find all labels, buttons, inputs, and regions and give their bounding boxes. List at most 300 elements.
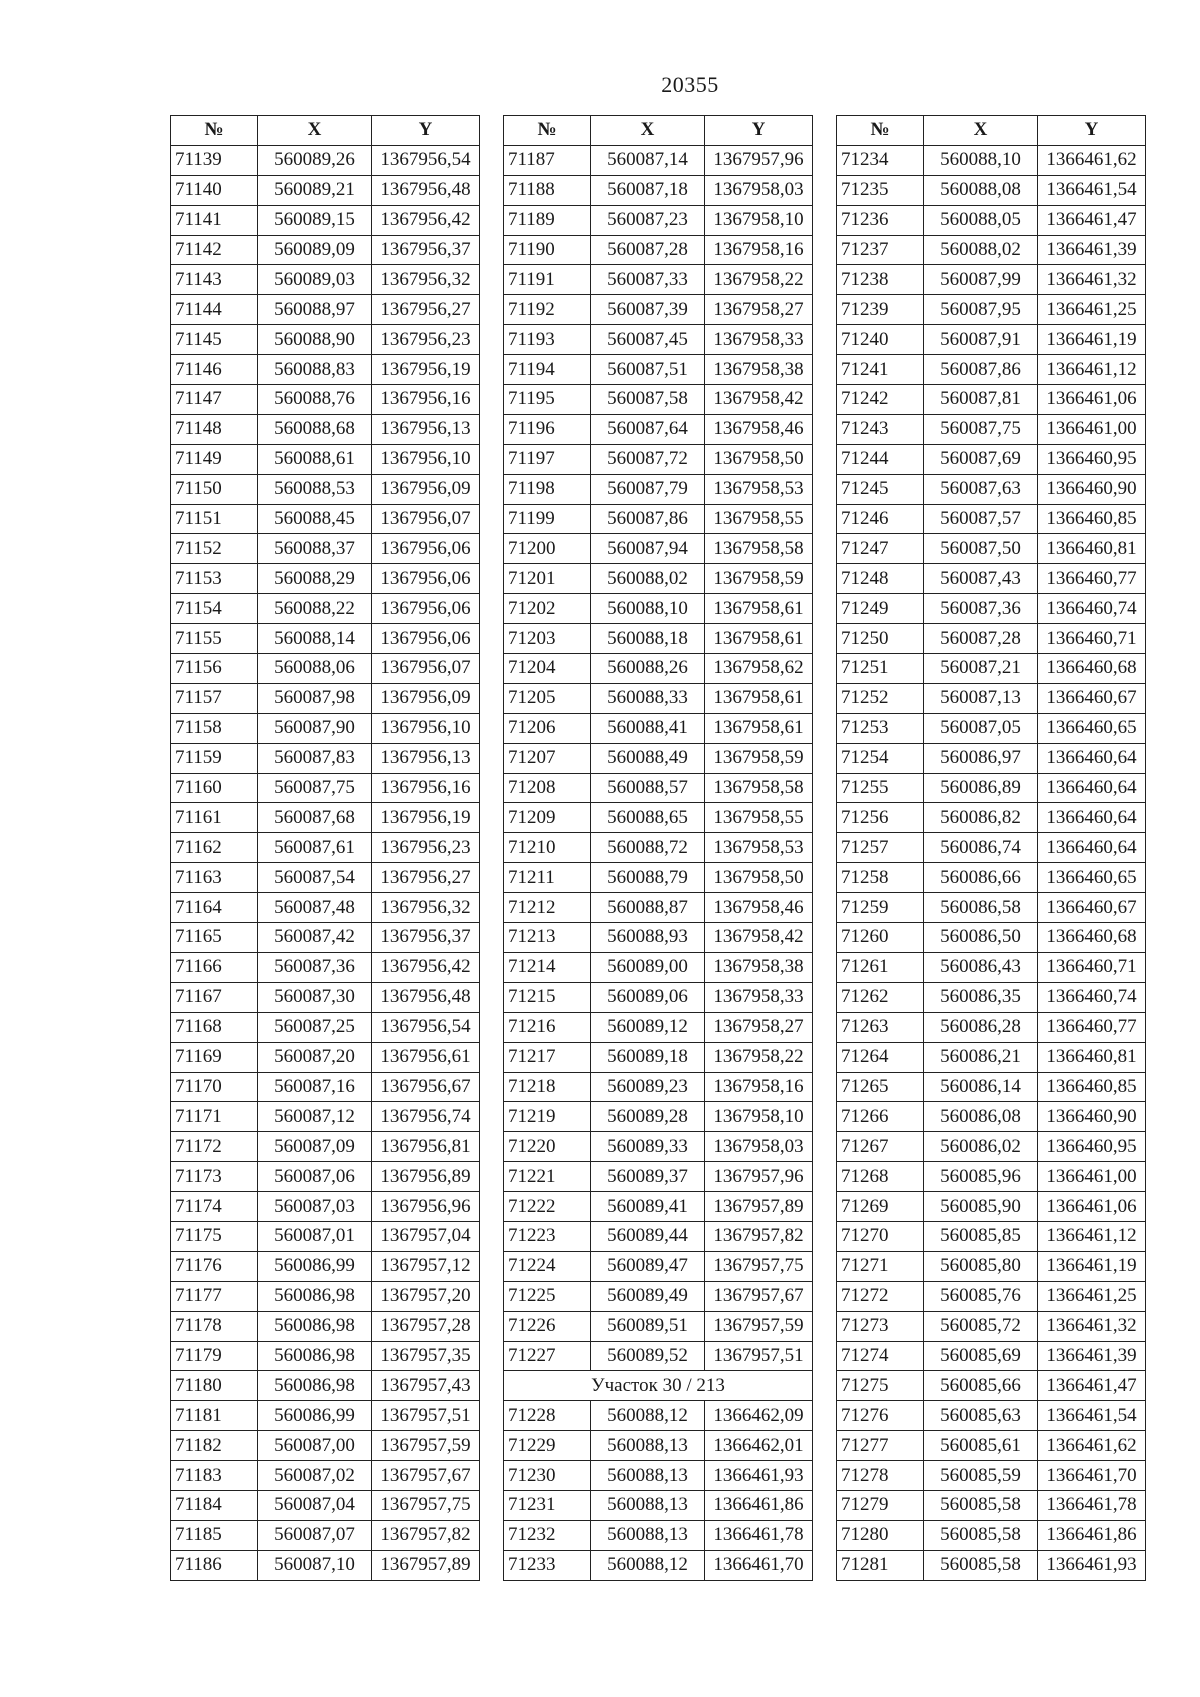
point-number-cell: 71142 [171,235,258,265]
point-number-cell: 71274 [837,1341,924,1371]
y-coordinate-cell: 1367958,38 [705,355,813,385]
table-row [171,923,480,953]
x-coordinate-cell: 560088,97 [258,295,372,325]
y-coordinate-cell: 1367956,48 [372,982,480,1012]
point-number-cell: 71237 [837,235,924,265]
x-coordinate-cell: 560086,08 [924,1102,1038,1132]
point-number-cell: 71152 [171,534,258,564]
point-number-cell: 71149 [171,444,258,474]
x-coordinate-cell: 560086,28 [924,1012,1038,1042]
y-coordinate-cell: 1366461,78 [705,1520,813,1550]
y-coordinate-cell: 1367957,75 [705,1251,813,1281]
y-coordinate-cell: 1367956,10 [372,444,480,474]
y-coordinate-cell: 1366460,90 [1038,474,1146,504]
header-number: № [504,116,591,146]
point-number-cell: 71264 [837,1042,924,1072]
point-number-cell: 71159 [171,743,258,773]
point-number-cell: 71145 [171,325,258,355]
table-row [171,982,480,1012]
coordinates-table-2 [503,115,813,1581]
point-number-cell: 71221 [504,1162,591,1192]
x-coordinate-cell: 560089,28 [591,1102,705,1132]
x-coordinate-cell: 560085,58 [924,1490,1038,1520]
point-number-cell: 71248 [837,564,924,594]
x-coordinate-cell: 560088,13 [591,1431,705,1461]
y-coordinate-cell: 1366461,62 [1038,1431,1146,1461]
table-row [837,1461,1146,1491]
table-row [504,594,813,624]
x-coordinate-cell: 560087,86 [591,504,705,534]
point-number-cell: 71199 [504,504,591,534]
point-number-cell: 71171 [171,1102,258,1132]
point-number-cell: 71166 [171,952,258,982]
table-row [504,1341,813,1371]
y-coordinate-cell: 1366461,12 [1038,1221,1146,1251]
point-number-cell: 71168 [171,1012,258,1042]
table-row [171,624,480,654]
y-coordinate-cell: 1367957,67 [372,1461,480,1491]
table-row [837,385,1146,415]
y-coordinate-cell: 1366460,90 [1038,1102,1146,1132]
x-coordinate-cell: 560086,14 [924,1072,1038,1102]
y-coordinate-cell: 1367958,58 [705,534,813,564]
x-coordinate-cell: 560088,57 [591,773,705,803]
y-coordinate-cell: 1367958,42 [705,923,813,953]
x-coordinate-cell: 560087,81 [924,385,1038,415]
point-number-cell: 71254 [837,743,924,773]
point-number-cell: 71183 [171,1461,258,1491]
point-number-cell: 71258 [837,863,924,893]
section-label: Участок 30 / 213 [504,1371,813,1401]
point-number-cell: 71148 [171,414,258,444]
point-number-cell: 71225 [504,1281,591,1311]
x-coordinate-cell: 560085,59 [924,1461,1038,1491]
x-coordinate-cell: 560088,10 [924,145,1038,175]
point-number-cell: 71191 [504,265,591,295]
x-coordinate-cell: 560088,87 [591,893,705,923]
y-coordinate-cell: 1367956,19 [372,355,480,385]
y-coordinate-cell: 1366461,70 [1038,1461,1146,1491]
y-coordinate-cell: 1366460,64 [1038,743,1146,773]
y-coordinate-cell: 1366461,62 [1038,145,1146,175]
y-coordinate-cell: 1367956,42 [372,205,480,235]
point-number-cell: 71226 [504,1311,591,1341]
y-coordinate-cell: 1366460,85 [1038,504,1146,534]
table-row [171,1132,480,1162]
point-number-cell: 71203 [504,624,591,654]
y-coordinate-cell: 1367958,53 [705,474,813,504]
y-coordinate-cell: 1367958,62 [705,654,813,684]
x-coordinate-cell: 560085,66 [924,1371,1038,1401]
point-number-cell: 71214 [504,952,591,982]
point-number-cell: 71219 [504,1102,591,1132]
y-coordinate-cell: 1367956,74 [372,1102,480,1132]
table-row [837,444,1146,474]
table-row [837,624,1146,654]
y-coordinate-cell: 1367956,54 [372,1012,480,1042]
point-number-cell: 71141 [171,205,258,235]
y-coordinate-cell: 1367958,42 [705,385,813,415]
y-coordinate-cell: 1366461,86 [1038,1520,1146,1550]
x-coordinate-cell: 560088,13 [591,1461,705,1491]
coordinates-table-1 [170,115,480,1581]
y-coordinate-cell: 1367957,89 [372,1550,480,1580]
point-number-cell: 71174 [171,1192,258,1222]
x-coordinate-cell: 560087,14 [591,145,705,175]
table-row [504,564,813,594]
table-row [171,1102,480,1132]
x-coordinate-cell: 560087,79 [591,474,705,504]
x-coordinate-cell: 560088,79 [591,863,705,893]
table-row [837,1281,1146,1311]
x-coordinate-cell: 560088,05 [924,205,1038,235]
point-number-cell: 71260 [837,923,924,953]
x-coordinate-cell: 560087,90 [258,713,372,743]
point-number-cell: 71170 [171,1072,258,1102]
x-coordinate-cell: 560087,98 [258,683,372,713]
table-row [837,504,1146,534]
x-coordinate-cell: 560088,08 [924,175,1038,205]
table-row [171,1012,480,1042]
table-row [504,205,813,235]
x-coordinate-cell: 560088,13 [591,1520,705,1550]
y-coordinate-cell: 1366461,19 [1038,325,1146,355]
table-row [504,1132,813,1162]
point-number-cell: 71187 [504,145,591,175]
x-coordinate-cell: 560086,66 [924,863,1038,893]
point-number-cell: 71224 [504,1251,591,1281]
point-number-cell: 71188 [504,175,591,205]
x-coordinate-cell: 560089,47 [591,1251,705,1281]
table-header-row [837,116,1146,146]
x-coordinate-cell: 560087,94 [591,534,705,564]
point-number-cell: 71243 [837,414,924,444]
y-coordinate-cell: 1366460,71 [1038,624,1146,654]
point-number-cell: 71177 [171,1281,258,1311]
y-coordinate-cell: 1366461,06 [1038,1192,1146,1222]
table-row [837,1072,1146,1102]
y-coordinate-cell: 1366461,32 [1038,265,1146,295]
y-coordinate-cell: 1367957,43 [372,1371,480,1401]
y-coordinate-cell: 1366460,81 [1038,1042,1146,1072]
table-row [837,594,1146,624]
table-row [171,1281,480,1311]
y-coordinate-cell: 1367957,82 [705,1221,813,1251]
y-coordinate-cell: 1367956,07 [372,654,480,684]
x-coordinate-cell: 560088,26 [591,654,705,684]
table-row [504,713,813,743]
x-coordinate-cell: 560087,51 [591,355,705,385]
y-coordinate-cell: 1367958,61 [705,594,813,624]
x-coordinate-cell: 560087,05 [924,713,1038,743]
y-coordinate-cell: 1367956,27 [372,863,480,893]
point-number-cell: 71190 [504,235,591,265]
y-coordinate-cell: 1367956,13 [372,743,480,773]
point-number-cell: 71247 [837,534,924,564]
x-coordinate-cell: 560087,63 [924,474,1038,504]
y-coordinate-cell: 1367958,55 [705,504,813,534]
table-row [837,773,1146,803]
point-number-cell: 71266 [837,1102,924,1132]
x-coordinate-cell: 560088,12 [591,1550,705,1580]
y-coordinate-cell: 1366461,86 [705,1490,813,1520]
y-coordinate-cell: 1367958,59 [705,564,813,594]
table-row [171,833,480,863]
point-number-cell: 71143 [171,265,258,295]
point-number-cell: 71272 [837,1281,924,1311]
table-row [837,1221,1146,1251]
y-coordinate-cell: 1367957,12 [372,1251,480,1281]
y-coordinate-cell: 1367956,67 [372,1072,480,1102]
x-coordinate-cell: 560087,54 [258,863,372,893]
y-coordinate-cell: 1366461,06 [1038,385,1146,415]
table-row [504,1431,813,1461]
x-coordinate-cell: 560087,50 [924,534,1038,564]
x-coordinate-cell: 560085,58 [924,1520,1038,1550]
table-row [171,594,480,624]
table-row [171,325,480,355]
x-coordinate-cell: 560087,01 [258,1221,372,1251]
y-coordinate-cell: 1367956,16 [372,385,480,415]
y-coordinate-cell: 1366460,77 [1038,1012,1146,1042]
table-row [504,295,813,325]
y-coordinate-cell: 1367957,59 [372,1431,480,1461]
x-coordinate-cell: 560085,69 [924,1341,1038,1371]
x-coordinate-cell: 560085,72 [924,1311,1038,1341]
table-row [837,1371,1146,1401]
y-coordinate-cell: 1366461,39 [1038,235,1146,265]
point-number-cell: 71281 [837,1550,924,1580]
x-coordinate-cell: 560087,36 [924,594,1038,624]
point-number-cell: 71150 [171,474,258,504]
y-coordinate-cell: 1366460,81 [1038,534,1146,564]
table-row [837,414,1146,444]
y-coordinate-cell: 1367956,42 [372,952,480,982]
point-number-cell: 71209 [504,803,591,833]
y-coordinate-cell: 1367956,09 [372,474,480,504]
table-row [504,444,813,474]
y-coordinate-cell: 1366461,54 [1038,175,1146,205]
table-row [837,1520,1146,1550]
point-number-cell: 71162 [171,833,258,863]
table-row [504,504,813,534]
point-number-cell: 71181 [171,1401,258,1431]
point-number-cell: 71267 [837,1132,924,1162]
table-row [837,534,1146,564]
y-coordinate-cell: 1367958,55 [705,803,813,833]
point-number-cell: 71220 [504,1132,591,1162]
table-row [171,1550,480,1580]
point-number-cell: 71270 [837,1221,924,1251]
point-number-cell: 71255 [837,773,924,803]
table-row [171,205,480,235]
header-y: Y [1038,116,1146,146]
y-coordinate-cell: 1367958,16 [705,1072,813,1102]
table-row [504,1461,813,1491]
y-coordinate-cell: 1366461,19 [1038,1251,1146,1281]
table-row [171,1371,480,1401]
x-coordinate-cell: 560086,43 [924,952,1038,982]
y-coordinate-cell: 1367956,48 [372,175,480,205]
point-number-cell: 71201 [504,564,591,594]
x-coordinate-cell: 560088,49 [591,743,705,773]
section-row [504,1371,813,1401]
table-row [504,683,813,713]
y-coordinate-cell: 1367956,19 [372,803,480,833]
table-row [837,1162,1146,1192]
y-coordinate-cell: 1367958,22 [705,265,813,295]
x-coordinate-cell: 560089,41 [591,1192,705,1222]
table-row [504,1162,813,1192]
point-number-cell: 71195 [504,385,591,415]
y-coordinate-cell: 1367957,51 [705,1341,813,1371]
y-coordinate-cell: 1367956,06 [372,534,480,564]
table-row [504,414,813,444]
y-coordinate-cell: 1367958,16 [705,235,813,265]
point-number-cell: 71217 [504,1042,591,1072]
coordinates-table-3 [836,115,1146,1581]
point-number-cell: 71212 [504,893,591,923]
x-coordinate-cell: 560086,21 [924,1042,1038,1072]
x-coordinate-cell: 560086,35 [924,982,1038,1012]
point-number-cell: 71228 [504,1401,591,1431]
table-row [171,1520,480,1550]
point-number-cell: 71231 [504,1490,591,1520]
table-row [504,923,813,953]
table-row [837,1341,1146,1371]
y-coordinate-cell: 1367958,27 [705,1012,813,1042]
point-number-cell: 71246 [837,504,924,534]
table-row [504,952,813,982]
x-coordinate-cell: 560085,61 [924,1431,1038,1461]
point-number-cell: 71265 [837,1072,924,1102]
table-row [504,325,813,355]
x-coordinate-cell: 560087,30 [258,982,372,1012]
point-number-cell: 71156 [171,654,258,684]
point-number-cell: 71176 [171,1251,258,1281]
table-row [837,355,1146,385]
y-coordinate-cell: 1366460,85 [1038,1072,1146,1102]
x-coordinate-cell: 560085,76 [924,1281,1038,1311]
table-row [171,564,480,594]
y-coordinate-cell: 1367957,35 [372,1341,480,1371]
point-number-cell: 71227 [504,1341,591,1371]
y-coordinate-cell: 1367957,28 [372,1311,480,1341]
y-coordinate-cell: 1367956,32 [372,265,480,295]
x-coordinate-cell: 560089,18 [591,1042,705,1072]
x-coordinate-cell: 560087,28 [591,235,705,265]
point-number-cell: 71234 [837,145,924,175]
y-coordinate-cell: 1366461,47 [1038,205,1146,235]
x-coordinate-cell: 560087,06 [258,1162,372,1192]
point-number-cell: 71178 [171,1311,258,1341]
table-row [837,1042,1146,1072]
y-coordinate-cell: 1367957,59 [705,1311,813,1341]
y-coordinate-cell: 1367957,67 [705,1281,813,1311]
table-row [171,773,480,803]
table-row [504,534,813,564]
table-row [171,414,480,444]
y-coordinate-cell: 1367958,58 [705,773,813,803]
x-coordinate-cell: 560087,00 [258,1431,372,1461]
x-coordinate-cell: 560087,69 [924,444,1038,474]
y-coordinate-cell: 1367956,37 [372,923,480,953]
table-row [837,1401,1146,1431]
table-header-row [171,116,480,146]
table-row [837,325,1146,355]
y-coordinate-cell: 1367958,27 [705,295,813,325]
table-row [837,743,1146,773]
x-coordinate-cell: 560087,61 [258,833,372,863]
point-number-cell: 71218 [504,1072,591,1102]
header-number: № [171,116,258,146]
point-number-cell: 71277 [837,1431,924,1461]
point-number-cell: 71278 [837,1461,924,1491]
x-coordinate-cell: 560089,37 [591,1162,705,1192]
x-coordinate-cell: 560087,75 [258,773,372,803]
y-coordinate-cell: 1367956,09 [372,683,480,713]
table-row [504,265,813,295]
header-x: X [924,116,1038,146]
point-number-cell: 71202 [504,594,591,624]
x-coordinate-cell: 560087,07 [258,1520,372,1550]
point-number-cell: 71204 [504,654,591,684]
x-coordinate-cell: 560087,10 [258,1550,372,1580]
point-number-cell: 71261 [837,952,924,982]
x-coordinate-cell: 560088,65 [591,803,705,833]
x-coordinate-cell: 560089,03 [258,265,372,295]
x-coordinate-cell: 560087,20 [258,1042,372,1072]
table-row [171,295,480,325]
point-number-cell: 71269 [837,1192,924,1222]
x-coordinate-cell: 560087,42 [258,923,372,953]
x-coordinate-cell: 560089,12 [591,1012,705,1042]
y-coordinate-cell: 1366460,67 [1038,893,1146,923]
y-coordinate-cell: 1367956,07 [372,504,480,534]
point-number-cell: 71147 [171,385,258,415]
y-coordinate-cell: 1366460,64 [1038,833,1146,863]
y-coordinate-cell: 1367958,33 [705,325,813,355]
table-row [171,803,480,833]
x-coordinate-cell: 560086,97 [924,743,1038,773]
x-coordinate-cell: 560086,98 [258,1341,372,1371]
table-row [171,1401,480,1431]
x-coordinate-cell: 560087,36 [258,952,372,982]
y-coordinate-cell: 1367957,20 [372,1281,480,1311]
x-coordinate-cell: 560088,02 [591,564,705,594]
table-row [171,743,480,773]
point-number-cell: 71157 [171,683,258,713]
x-coordinate-cell: 560089,49 [591,1281,705,1311]
point-number-cell: 71256 [837,803,924,833]
y-coordinate-cell: 1367956,16 [372,773,480,803]
x-coordinate-cell: 560088,18 [591,624,705,654]
point-number-cell: 71235 [837,175,924,205]
x-coordinate-cell: 560087,75 [924,414,1038,444]
x-coordinate-cell: 560089,00 [591,952,705,982]
y-coordinate-cell: 1366460,71 [1038,952,1146,982]
x-coordinate-cell: 560087,99 [924,265,1038,295]
table-row [837,1251,1146,1281]
y-coordinate-cell: 1367957,75 [372,1490,480,1520]
table-row [171,952,480,982]
point-number-cell: 71155 [171,624,258,654]
header-x: X [258,116,372,146]
point-number-cell: 71279 [837,1490,924,1520]
table-row [504,624,813,654]
point-number-cell: 71213 [504,923,591,953]
point-number-cell: 71216 [504,1012,591,1042]
